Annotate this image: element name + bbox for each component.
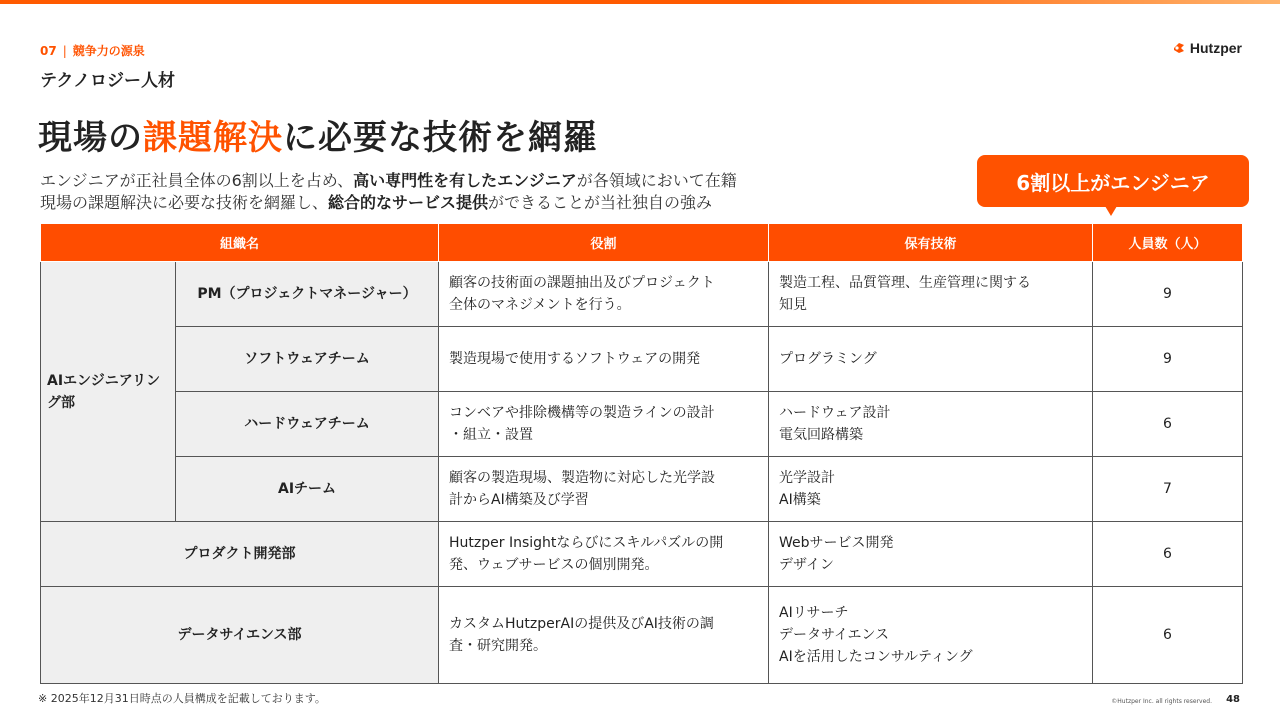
skill-line: 光学設計 (779, 470, 836, 486)
footnote: ※ 2025年12月31日時点の人員構成を記載しております。 (38, 692, 326, 705)
team-skills (769, 392, 1093, 457)
skill-line: 知見 (779, 297, 808, 313)
team-role (439, 392, 769, 457)
lead-line-1 (40, 170, 737, 192)
role-line: ・組立・設置 (449, 427, 534, 443)
role-line: 製造現場で使用するソフトウェアの開発 (449, 351, 701, 367)
lead-line-2 (40, 192, 737, 214)
page-headline (38, 110, 598, 159)
table-header-row (41, 224, 1243, 262)
organization-table (40, 223, 1243, 684)
lead-text (40, 170, 737, 214)
table-row (41, 392, 1243, 457)
table-row (41, 587, 1243, 684)
lead-text-segment: が各領域において在籍 (576, 171, 737, 190)
role-line: 査・研究開発。 (449, 638, 548, 654)
skill-line: ハードウェア設計 (779, 405, 891, 421)
department-count: 6 (1093, 522, 1243, 587)
section-separator: | (62, 44, 67, 58)
lead-emphasis: 高い専門性を有したエンジニア (353, 171, 577, 190)
lead-emphasis: 総合的なサービス提供 (328, 193, 489, 212)
table-row (41, 457, 1243, 522)
header-org-name: 組織名 (41, 224, 439, 262)
team-name: PM（プロジェクトマネージャー） (176, 262, 439, 327)
skill-line: AIリサーチ (779, 605, 849, 621)
header-role: 役割 (439, 224, 769, 262)
group-name-ai-engineering: AIエンジニアリング部 (41, 262, 176, 522)
skill-line: Webサービス開発 (779, 535, 894, 551)
role-line: 計からAI構築及び学習 (449, 492, 589, 508)
callout-bubble: 6割以上がエンジニア (977, 155, 1249, 207)
skill-line: 製造工程、品質管理、生産管理に関する (779, 275, 1032, 291)
skill-line: 電気回路構築 (779, 427, 864, 443)
department-skills (769, 587, 1093, 684)
team-skills (769, 457, 1093, 522)
department-name: プロダクト開発部 (41, 522, 439, 587)
role-line: 発、ウェブサービスの個別開発。 (449, 557, 659, 573)
lead-text-segment: 現場の課題解決に必要な技術を網羅し、 (40, 193, 329, 212)
top-accent-bar (0, 0, 1280, 4)
team-skills (769, 327, 1093, 392)
header-skills: 保有技術 (769, 224, 1093, 262)
lead-text-segment: ができることが当社独自の強み (488, 193, 713, 212)
hutzper-logo-icon (1172, 41, 1186, 55)
team-count: 9 (1093, 262, 1243, 327)
team-count: 7 (1093, 457, 1243, 522)
skill-line: プログラミング (779, 351, 877, 367)
headline-part1: 現場の (38, 118, 143, 158)
team-count: 9 (1093, 327, 1243, 392)
skill-line: データサイエンス (779, 627, 890, 643)
role-line: カスタムHutzperAIの提供及びAI技術の調 (449, 616, 714, 632)
brand-logo (1172, 40, 1242, 56)
logo-text: Hutzper (1189, 40, 1242, 56)
department-role (439, 522, 769, 587)
role-line: 顧客の技術面の課題抽出及びプロジェクト (449, 275, 715, 291)
role-line: コンベアや排除機構等の製造ラインの設計 (449, 405, 715, 421)
lead-text-segment: エンジニアが正社員全体の6割以上を占め、 (40, 171, 354, 190)
department-count: 6 (1093, 587, 1243, 684)
department-skills (769, 522, 1093, 587)
role-line: Hutzper Insightならびにスキルパズルの開 (449, 535, 724, 551)
department-role (439, 587, 769, 684)
headline-accent: 課題解決 (143, 118, 283, 158)
department-name: データサイエンス部 (41, 587, 439, 684)
section-number: 07 (40, 44, 57, 58)
team-role (439, 262, 769, 327)
section-label (40, 42, 145, 59)
table-row (41, 327, 1243, 392)
headline-part2: に必要な技術を網羅 (283, 118, 598, 158)
copyright: ©Hutzper Inc. all rights reserved. (1111, 698, 1212, 705)
team-name: ソフトウェアチーム (176, 327, 439, 392)
header-headcount: 人員数（人） (1093, 224, 1243, 262)
table-row (41, 262, 1243, 327)
section-title: 競争力の源泉 (72, 44, 145, 58)
role-line: 全体のマネジメントを行う。 (449, 297, 631, 313)
table-row (41, 522, 1243, 587)
page-subtitle: テクノロジー人材 (40, 71, 175, 91)
team-role (439, 327, 769, 392)
page-number: 48 (1226, 694, 1240, 705)
team-skills (769, 262, 1093, 327)
team-count: 6 (1093, 392, 1243, 457)
team-role (439, 457, 769, 522)
role-line: 顧客の製造現場、製造物に対応した光学設 (449, 470, 716, 486)
skill-line: デザイン (779, 557, 835, 573)
team-name: AIチーム (176, 457, 439, 522)
skill-line: AI構築 (779, 492, 821, 508)
team-name: ハードウェアチーム (176, 392, 439, 457)
skill-line: AIを活用したコンサルティング (779, 649, 973, 665)
